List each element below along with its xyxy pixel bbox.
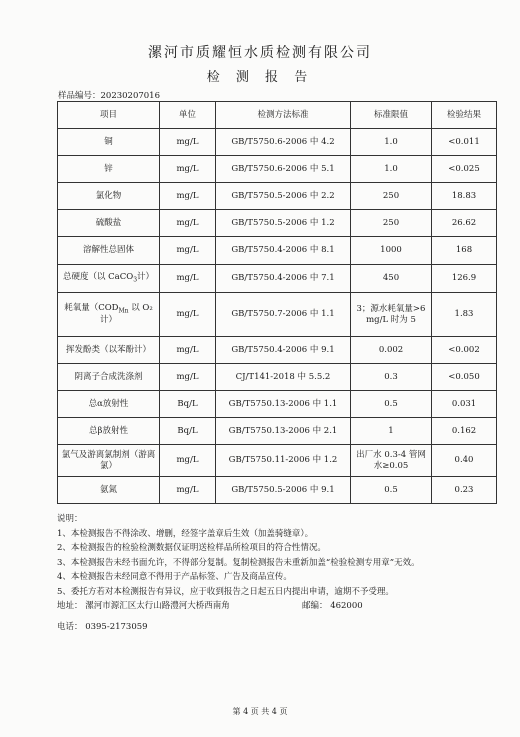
method-cell: GB/T5750.5-2006 中 2.2	[216, 183, 351, 210]
result-cell: 0.23	[432, 477, 497, 504]
limit-cell: 0.002	[351, 337, 432, 364]
postcode: 邮编： 462000	[302, 601, 363, 611]
note-item: 2、本检测报告的检验检测数据仅证明送检样品所检项目的符合性情况。	[57, 543, 326, 553]
note-item: 4、本检测报告未经同意不得用于产品标签、广告及商品宣传。	[57, 572, 292, 582]
method-cell: GB/T5750.4-2006 中 9.1	[216, 337, 351, 364]
limit-cell: 0.5	[351, 391, 432, 418]
result-cell: 0.40	[432, 445, 497, 477]
unit-cell: mg/L	[160, 293, 216, 337]
column-header: 检测方法标准	[216, 102, 351, 129]
item-cell: 氯气及游离氯制剂（游离氯）	[58, 445, 160, 477]
unit-cell: mg/L	[160, 364, 216, 391]
table-row	[58, 156, 497, 183]
company-name: 漯河市质耀恒水质检测有限公司	[148, 45, 372, 61]
method-cell: GB/T5750.11-2006 中 1.2	[216, 445, 351, 477]
item-cell: 氯化物	[58, 183, 160, 210]
table-row	[58, 183, 497, 210]
method-cell: GB/T5750.5-2006 中 9.1	[216, 477, 351, 504]
result-cell: 0.162	[432, 418, 497, 445]
method-cell: GB/T5750.4-2006 中 7.1	[216, 265, 351, 293]
limit-cell: 250	[351, 210, 432, 237]
note-item: 1、本检测报告不得涂改、增删，经签字盖章后生效（加盖骑缝章）。	[57, 528, 314, 539]
method-cell: GB/T5750.5-2006 中 1.2	[216, 210, 351, 237]
results-table	[57, 101, 497, 504]
unit-cell: mg/L	[160, 477, 216, 504]
unit-cell: mg/L	[160, 337, 216, 364]
limit-cell: 0.3	[351, 364, 432, 391]
limit-cell: 250	[351, 183, 432, 210]
method-cell: GB/T5750.7-2006 中 1.1	[216, 293, 351, 337]
limit-cell: 1.0	[351, 156, 432, 183]
unit-cell: mg/L	[160, 183, 216, 210]
page-number: 第 4 页 共 4 页	[232, 707, 288, 716]
limit-cell: 1.0	[351, 129, 432, 156]
note-item: 3、本检测报告未经书面允许，不得部分复制。复制检测报告未重新加盖“检验检测专用章”无效。	[57, 557, 420, 568]
limit-cell: 3；源水耗氧量>6 mg/L 时为 5	[351, 293, 432, 337]
unit-cell: Bq/L	[160, 418, 216, 445]
result-cell: 0.031	[432, 391, 497, 418]
result-cell: 168	[432, 237, 497, 265]
item-cell: 挥发酚类（以苯酚计）	[58, 337, 160, 364]
limit-cell: 1	[351, 418, 432, 445]
phone: 电话： 0395-2173059	[57, 621, 148, 632]
item-cell: 总硬度（以 CaCO$_3$计）	[58, 265, 160, 293]
limit-cell: 出厂水 0.3-4 管网水≥0.05	[351, 445, 432, 477]
limit-cell: 450	[351, 265, 432, 293]
item-cell: 铜	[58, 129, 160, 156]
method-cell: GB/T5750.4-2006 中 8.1	[216, 237, 351, 265]
result-cell: <0.050	[432, 364, 497, 391]
table-row	[58, 337, 497, 364]
table-row	[58, 445, 497, 477]
table-row	[58, 265, 497, 293]
column-header: 标准限值	[351, 102, 432, 129]
note-item: 5、委托方若对本检测报告有异议，应于收到报告之日起五日内提出申请，逾期不予受理。	[57, 586, 394, 597]
column-header: 项目	[58, 102, 160, 129]
unit-cell: mg/L	[160, 129, 216, 156]
notes-heading: 说明：	[57, 514, 83, 524]
table-row	[58, 418, 497, 445]
table-header-row	[58, 102, 497, 129]
result-cell: 1.83	[432, 293, 497, 337]
table-row	[58, 391, 497, 418]
result-cell: 126.9	[432, 265, 497, 293]
unit-cell: mg/L	[160, 445, 216, 477]
report-title: 检 测 报 告	[206, 70, 314, 85]
unit-cell: mg/L	[160, 237, 216, 265]
table-row	[58, 237, 497, 265]
table-row	[58, 364, 497, 391]
method-cell: GB/T5750.6-2006 中 4.2	[216, 129, 351, 156]
unit-cell: mg/L	[160, 156, 216, 183]
table-row	[58, 129, 497, 156]
item-cell: 硫酸盐	[58, 210, 160, 237]
result-cell: 18.83	[432, 183, 497, 210]
method-cell: GB/T5750.13-2006 中 2.1	[216, 418, 351, 445]
address-row	[57, 599, 507, 614]
unit-cell: Bq/L	[160, 391, 216, 418]
method-cell: CJ/T141-2018 中 5.5.2	[216, 364, 351, 391]
method-cell: GB/T5750.6-2006 中 5.1	[216, 156, 351, 183]
table-row	[58, 293, 497, 337]
result-cell: <0.011	[432, 129, 497, 156]
item-cell: 溶解性总固体	[58, 237, 160, 265]
unit-cell: mg/L	[160, 210, 216, 237]
item-cell: 总α放射性	[58, 391, 160, 418]
limit-cell: 1000	[351, 237, 432, 265]
table-row	[58, 210, 497, 237]
item-cell: 阴离子合成洗涤剂	[58, 364, 160, 391]
column-header: 单位	[160, 102, 216, 129]
sample-number: 样品编号：20230207016	[58, 91, 160, 101]
result-cell: <0.025	[432, 156, 497, 183]
item-cell: 锌	[58, 156, 160, 183]
notes-section	[57, 512, 507, 634]
item-cell: 总β放射性	[58, 418, 160, 445]
unit-cell: mg/L	[160, 265, 216, 293]
column-header: 检验结果	[432, 102, 497, 129]
address: 地址： 漯河市源汇区太行山路澧河大桥西南角	[57, 601, 230, 611]
method-cell: GB/T5750.13-2006 中 1.1	[216, 391, 351, 418]
result-cell: <0.002	[432, 337, 497, 364]
item-cell: 耗氧量（$COD_{Mn}$ 以 O₂ 计）	[58, 293, 160, 337]
result-cell: 26.62	[432, 210, 497, 237]
item-cell: 氨氮	[58, 477, 160, 504]
table-row	[58, 477, 497, 504]
limit-cell: 0.5	[351, 477, 432, 504]
